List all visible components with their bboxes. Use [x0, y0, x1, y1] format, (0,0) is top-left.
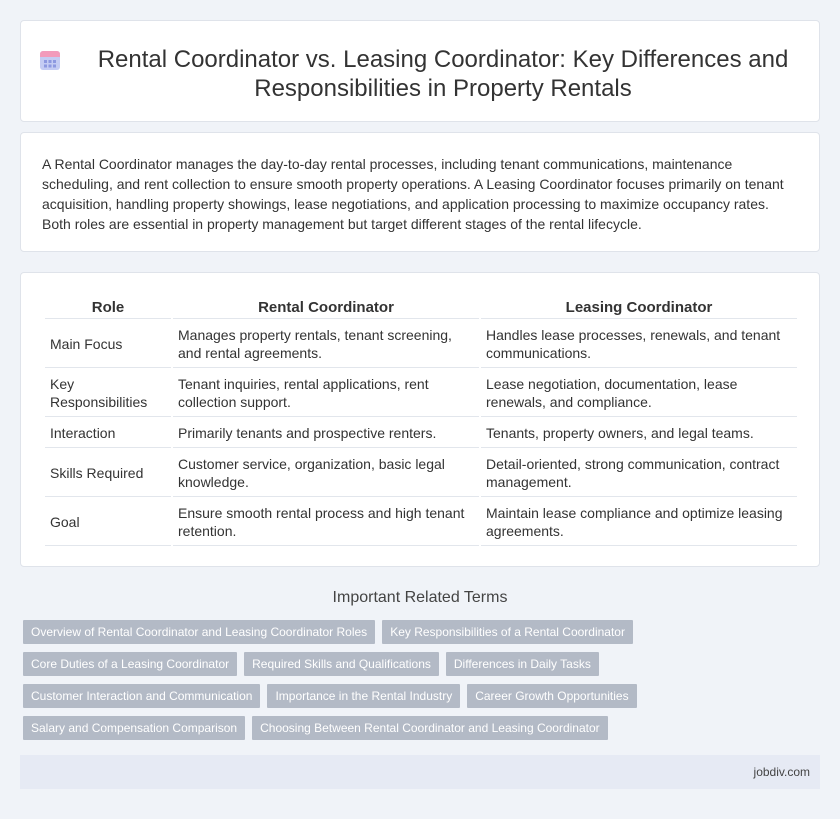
comparison-table	[43, 293, 799, 548]
related-term-tag[interactable]: Differences in Daily Tasks	[446, 652, 599, 676]
header-card	[20, 20, 820, 122]
comparison-card	[20, 272, 820, 567]
table-header-row	[45, 295, 797, 319]
row-role-cell: Key Responsibilities	[45, 370, 171, 417]
header-role: Role	[45, 295, 171, 319]
calendar-icon	[37, 47, 63, 73]
related-terms-title: Important Related Terms	[332, 589, 508, 606]
rental-coordinator-cell: Ensure smooth rental process and high tenant retention.	[173, 499, 479, 546]
header-leasing-coordinator: Leasing Coordinator	[481, 295, 797, 319]
table-row	[45, 499, 797, 546]
footer	[20, 755, 820, 789]
table-row	[45, 370, 797, 417]
rental-coordinator-cell: Manages property rentals, tenant screening, and rental agreements.	[173, 321, 479, 368]
related-term-tag[interactable]: Key Responsibilities of a Rental Coordinator	[382, 620, 633, 644]
table-row	[45, 321, 797, 368]
table-row	[45, 450, 797, 497]
rental-coordinator-cell: Primarily tenants and prospective renters.	[173, 419, 479, 448]
related-term-tag[interactable]: Core Duties of a Leasing Coordinator	[23, 652, 237, 676]
row-role-cell: Skills Required	[45, 450, 171, 497]
related-term-tag[interactable]: Career Growth Opportunities	[467, 684, 636, 708]
related-term-tag[interactable]: Importance in the Rental Industry	[267, 684, 460, 708]
related-term-tag[interactable]: Choosing Between Rental Coordinator and Leasing Coordinator	[252, 716, 608, 740]
rental-coordinator-cell: Tenant inquiries, rental applications, rent collection support.	[173, 370, 479, 417]
related-term-tag[interactable]: Salary and Compensation Comparison	[23, 716, 245, 740]
row-role-cell: Interaction	[45, 419, 171, 448]
summary-card	[20, 132, 820, 252]
leasing-coordinator-cell: Tenants, property owners, and legal teams.	[481, 419, 797, 448]
leasing-coordinator-cell: Detail-oriented, strong communication, contract management.	[481, 450, 797, 497]
row-role-cell: Goal	[45, 499, 171, 546]
header-rental-coordinator: Rental Coordinator	[173, 295, 479, 319]
leasing-coordinator-cell: Maintain lease compliance and optimize leasing agreements.	[481, 499, 797, 546]
row-role-cell: Main Focus	[45, 321, 171, 368]
related-term-tag[interactable]: Customer Interaction and Communication	[23, 684, 260, 708]
leasing-coordinator-cell: Lease negotiation, documentation, lease renewals, and compliance.	[481, 370, 797, 417]
rental-coordinator-cell: Customer service, organization, basic legal knowledge.	[173, 450, 479, 497]
related-term-tag[interactable]: Required Skills and Qualifications	[244, 652, 439, 676]
site-link[interactable]: jobdiv.com	[753, 765, 810, 779]
leasing-coordinator-cell: Handles lease processes, renewals, and tenant communications.	[481, 321, 797, 368]
related-terms-list	[23, 620, 823, 748]
page-title: Rental Coordinator vs. Leasing Coordinator: Key Differences and Responsibilities in Property Rentals	[97, 46, 789, 102]
table-row	[45, 419, 797, 448]
related-term-tag[interactable]: Overview of Rental Coordinator and Leasing Coordinator Roles	[23, 620, 375, 644]
summary-text: A Rental Coordinator manages the day-to-day rental processes, including tenant communications, maintenance scheduling, and rent collection to ensure smooth property operations. A Leasing Coordinator focuses primarily on tenant acquisition, handling property showings, lease negotiations, and application processing to maximize occupancy rates. Both roles are essential in property management but target different stages of the rental lifecycle.	[42, 156, 784, 232]
